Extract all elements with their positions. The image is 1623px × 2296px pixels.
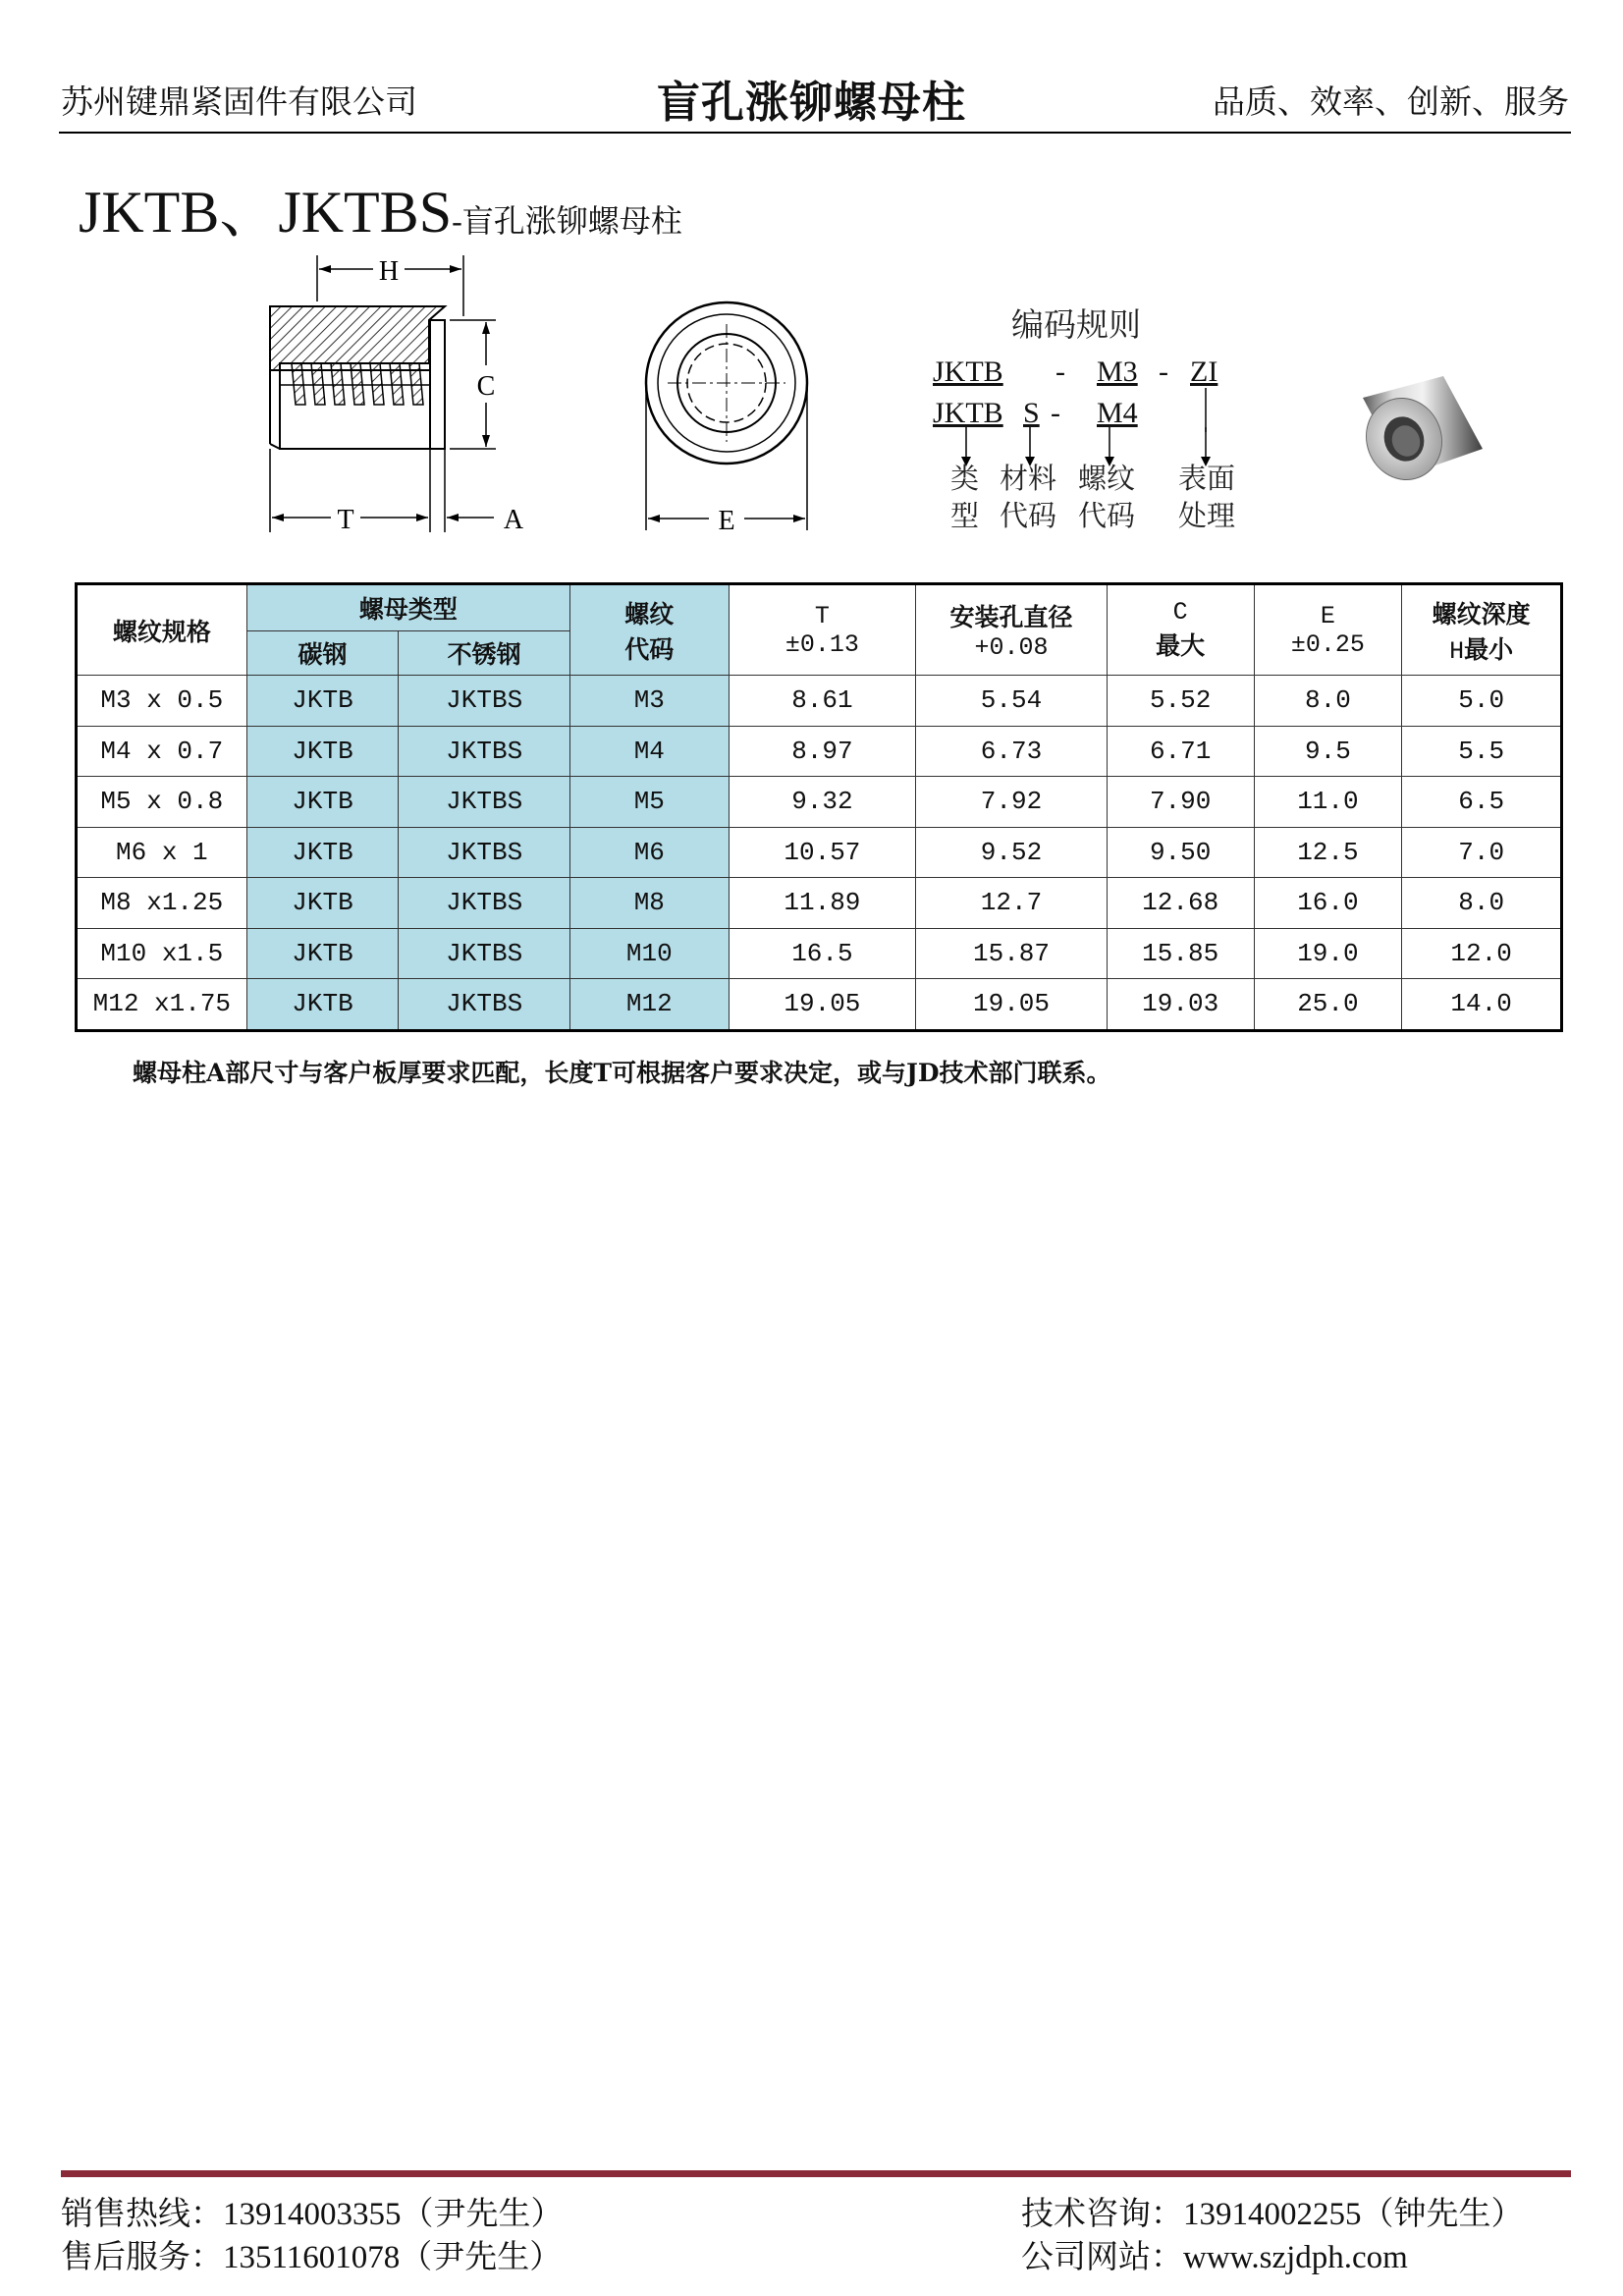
table-cell: M3: [570, 676, 730, 727]
table-cell: 6.73: [916, 726, 1108, 777]
table-cell: M6: [570, 827, 730, 878]
table-cell: JKTBS: [399, 777, 570, 828]
table-cell: 12.68: [1107, 878, 1254, 929]
table-cell: 7.0: [1402, 827, 1562, 878]
table-cell: M4 x 0.7: [77, 726, 247, 777]
code-finish: ZI: [1190, 355, 1218, 388]
footer-tech: 技术咨询：13914002255（钟先生）: [1021, 2194, 1524, 2232]
header-nut-type: 螺母类型: [246, 584, 569, 631]
code-type: JKTB: [933, 355, 1003, 388]
table-cell: 8.97: [729, 726, 916, 777]
table-cell: JKTB: [246, 827, 399, 878]
code-thread: M3: [1097, 355, 1138, 388]
code-thread: M4: [1097, 397, 1138, 429]
coding-row-1: [933, 355, 1003, 389]
table-cell: JKTB: [246, 726, 399, 777]
legend-finish: 表面 处理: [1178, 462, 1236, 532]
table-row: [77, 676, 1562, 727]
legend-type: 类 型: [950, 462, 980, 532]
table-cell: 11.0: [1254, 777, 1402, 828]
coding-rules-title: 编码规则: [1011, 305, 1141, 344]
table-cell: M10: [570, 928, 730, 979]
top-view-drawing: [638, 295, 815, 540]
product-codes: JKTB、JKTBS: [79, 180, 453, 245]
header-stainless-steel: 不锈钢: [399, 631, 570, 676]
header-carbon-steel: 碳钢: [246, 631, 399, 676]
code-material: S: [1023, 397, 1040, 429]
table-cell: JKTBS: [399, 979, 570, 1031]
table-cell: M5: [570, 777, 730, 828]
table-cell: JKTBS: [399, 726, 570, 777]
table-cell: 12.0: [1402, 928, 1562, 979]
table-cell: 5.52: [1107, 676, 1254, 727]
table-cell: 5.54: [916, 676, 1108, 727]
table-cell: JKTBS: [399, 928, 570, 979]
table-cell: 6.71: [1107, 726, 1254, 777]
table-cell: JKTB: [246, 979, 399, 1031]
table-cell: 15.85: [1107, 928, 1254, 979]
header-thread-depth: 螺纹深度 H最小: [1402, 584, 1562, 676]
table-row: [77, 827, 1562, 878]
dim-label-h: H: [378, 256, 400, 287]
table-cell: 19.03: [1107, 979, 1254, 1031]
table-cell: 12.5: [1254, 827, 1402, 878]
table-cell: M12 x1.75: [77, 979, 247, 1031]
table-cell: 15.87: [916, 928, 1108, 979]
table-note: 螺母柱A部尺寸与客户板厚要求匹配，长度T可根据客户要求决定，或与JD技术部门联系。: [133, 1059, 1111, 1087]
code-dash: -: [1055, 355, 1065, 388]
table-cell: JKTB: [246, 928, 399, 979]
table-cell: 9.32: [729, 777, 916, 828]
table-cell: 16.0: [1254, 878, 1402, 929]
header-e: E ±0.25: [1254, 584, 1402, 676]
footer-web: 公司网站：www.szjdph.com: [1021, 2237, 1408, 2275]
table-cell: M5 x 0.8: [77, 777, 247, 828]
table-cell: JKTB: [246, 676, 399, 727]
website-link[interactable]: www.szjdph.com: [1183, 2240, 1408, 2275]
table-cell: 25.0: [1254, 979, 1402, 1031]
table-row: [77, 979, 1562, 1031]
table-cell: JKTB: [246, 777, 399, 828]
header-t: T ±0.13: [729, 584, 916, 676]
table-row: [77, 777, 1562, 828]
table-row: [77, 928, 1562, 979]
table-cell: 9.52: [916, 827, 1108, 878]
side-section-drawing: [250, 247, 565, 542]
table-cell: 5.5: [1402, 726, 1562, 777]
spec-table: [75, 582, 1563, 1032]
table-cell: JKTB: [246, 878, 399, 929]
table-cell: 6.5: [1402, 777, 1562, 828]
coding-arrow-finish: [1198, 388, 1217, 432]
legend-thread: 螺纹 代码: [1078, 462, 1136, 532]
table-cell: M8: [570, 878, 730, 929]
table-cell: 10.57: [729, 827, 916, 878]
table-cell: 8.61: [729, 676, 916, 727]
header-divider: [59, 132, 1571, 134]
slogan: 品质、效率、创新、服务: [1213, 82, 1569, 121]
table-cell: 12.7: [916, 878, 1108, 929]
table-cell: 14.0: [1402, 979, 1562, 1031]
table-cell: M3 x 0.5: [77, 676, 247, 727]
header-hole-diameter: 安装孔直径 +0.08: [916, 584, 1108, 676]
table-cell: 5.0: [1402, 676, 1562, 727]
table-cell: 19.05: [729, 979, 916, 1031]
table-cell: 8.0: [1254, 676, 1402, 727]
footer-sales: 销售热线：13914003355（尹先生）: [61, 2194, 564, 2232]
footer-service: 售后服务：13511601078（尹先生）: [61, 2237, 563, 2275]
product-subtitle: -盲孔涨铆螺母柱: [452, 203, 682, 239]
table-cell: 11.89: [729, 878, 916, 929]
company-name: 苏州键鼎紧固件有限公司: [61, 82, 417, 121]
header-thread-code: 螺纹 代码: [570, 584, 730, 676]
code-type: JKTB: [933, 397, 1003, 429]
dim-label-e: E: [718, 506, 735, 536]
footer-divider: [61, 2170, 1571, 2177]
table-cell: 7.90: [1107, 777, 1254, 828]
code-dash: -: [1159, 355, 1168, 388]
table-row: [77, 878, 1562, 929]
dim-label-c: C: [476, 371, 496, 402]
table-cell: 16.5: [729, 928, 916, 979]
product-photo: [1335, 358, 1502, 506]
header-c: C 最大: [1107, 584, 1254, 676]
dim-label-t: T: [337, 505, 354, 535]
table-cell: 9.5: [1254, 726, 1402, 777]
header-spec: 螺纹规格: [77, 584, 247, 676]
table-cell: 19.0: [1254, 928, 1402, 979]
table-row: [77, 726, 1562, 777]
table-cell: M8 x1.25: [77, 878, 247, 929]
table-cell: JKTBS: [399, 676, 570, 727]
legend-material: 材料 代码: [1000, 462, 1057, 532]
table-cell: JKTBS: [399, 878, 570, 929]
table-cell: JKTBS: [399, 827, 570, 878]
table-cell: M4: [570, 726, 730, 777]
table-cell: 8.0: [1402, 878, 1562, 929]
table-cell: 19.05: [916, 979, 1108, 1031]
table-cell: 9.50: [1107, 827, 1254, 878]
dim-label-a: A: [503, 505, 524, 535]
product-heading: [79, 165, 682, 249]
page-title: 盲孔涨铆螺母柱: [657, 78, 966, 128]
table-cell: M6 x 1: [77, 827, 247, 878]
table-cell: M10 x1.5: [77, 928, 247, 979]
table-cell: 7.92: [916, 777, 1108, 828]
table-cell: M12: [570, 979, 730, 1031]
code-dash: -: [1051, 397, 1060, 429]
